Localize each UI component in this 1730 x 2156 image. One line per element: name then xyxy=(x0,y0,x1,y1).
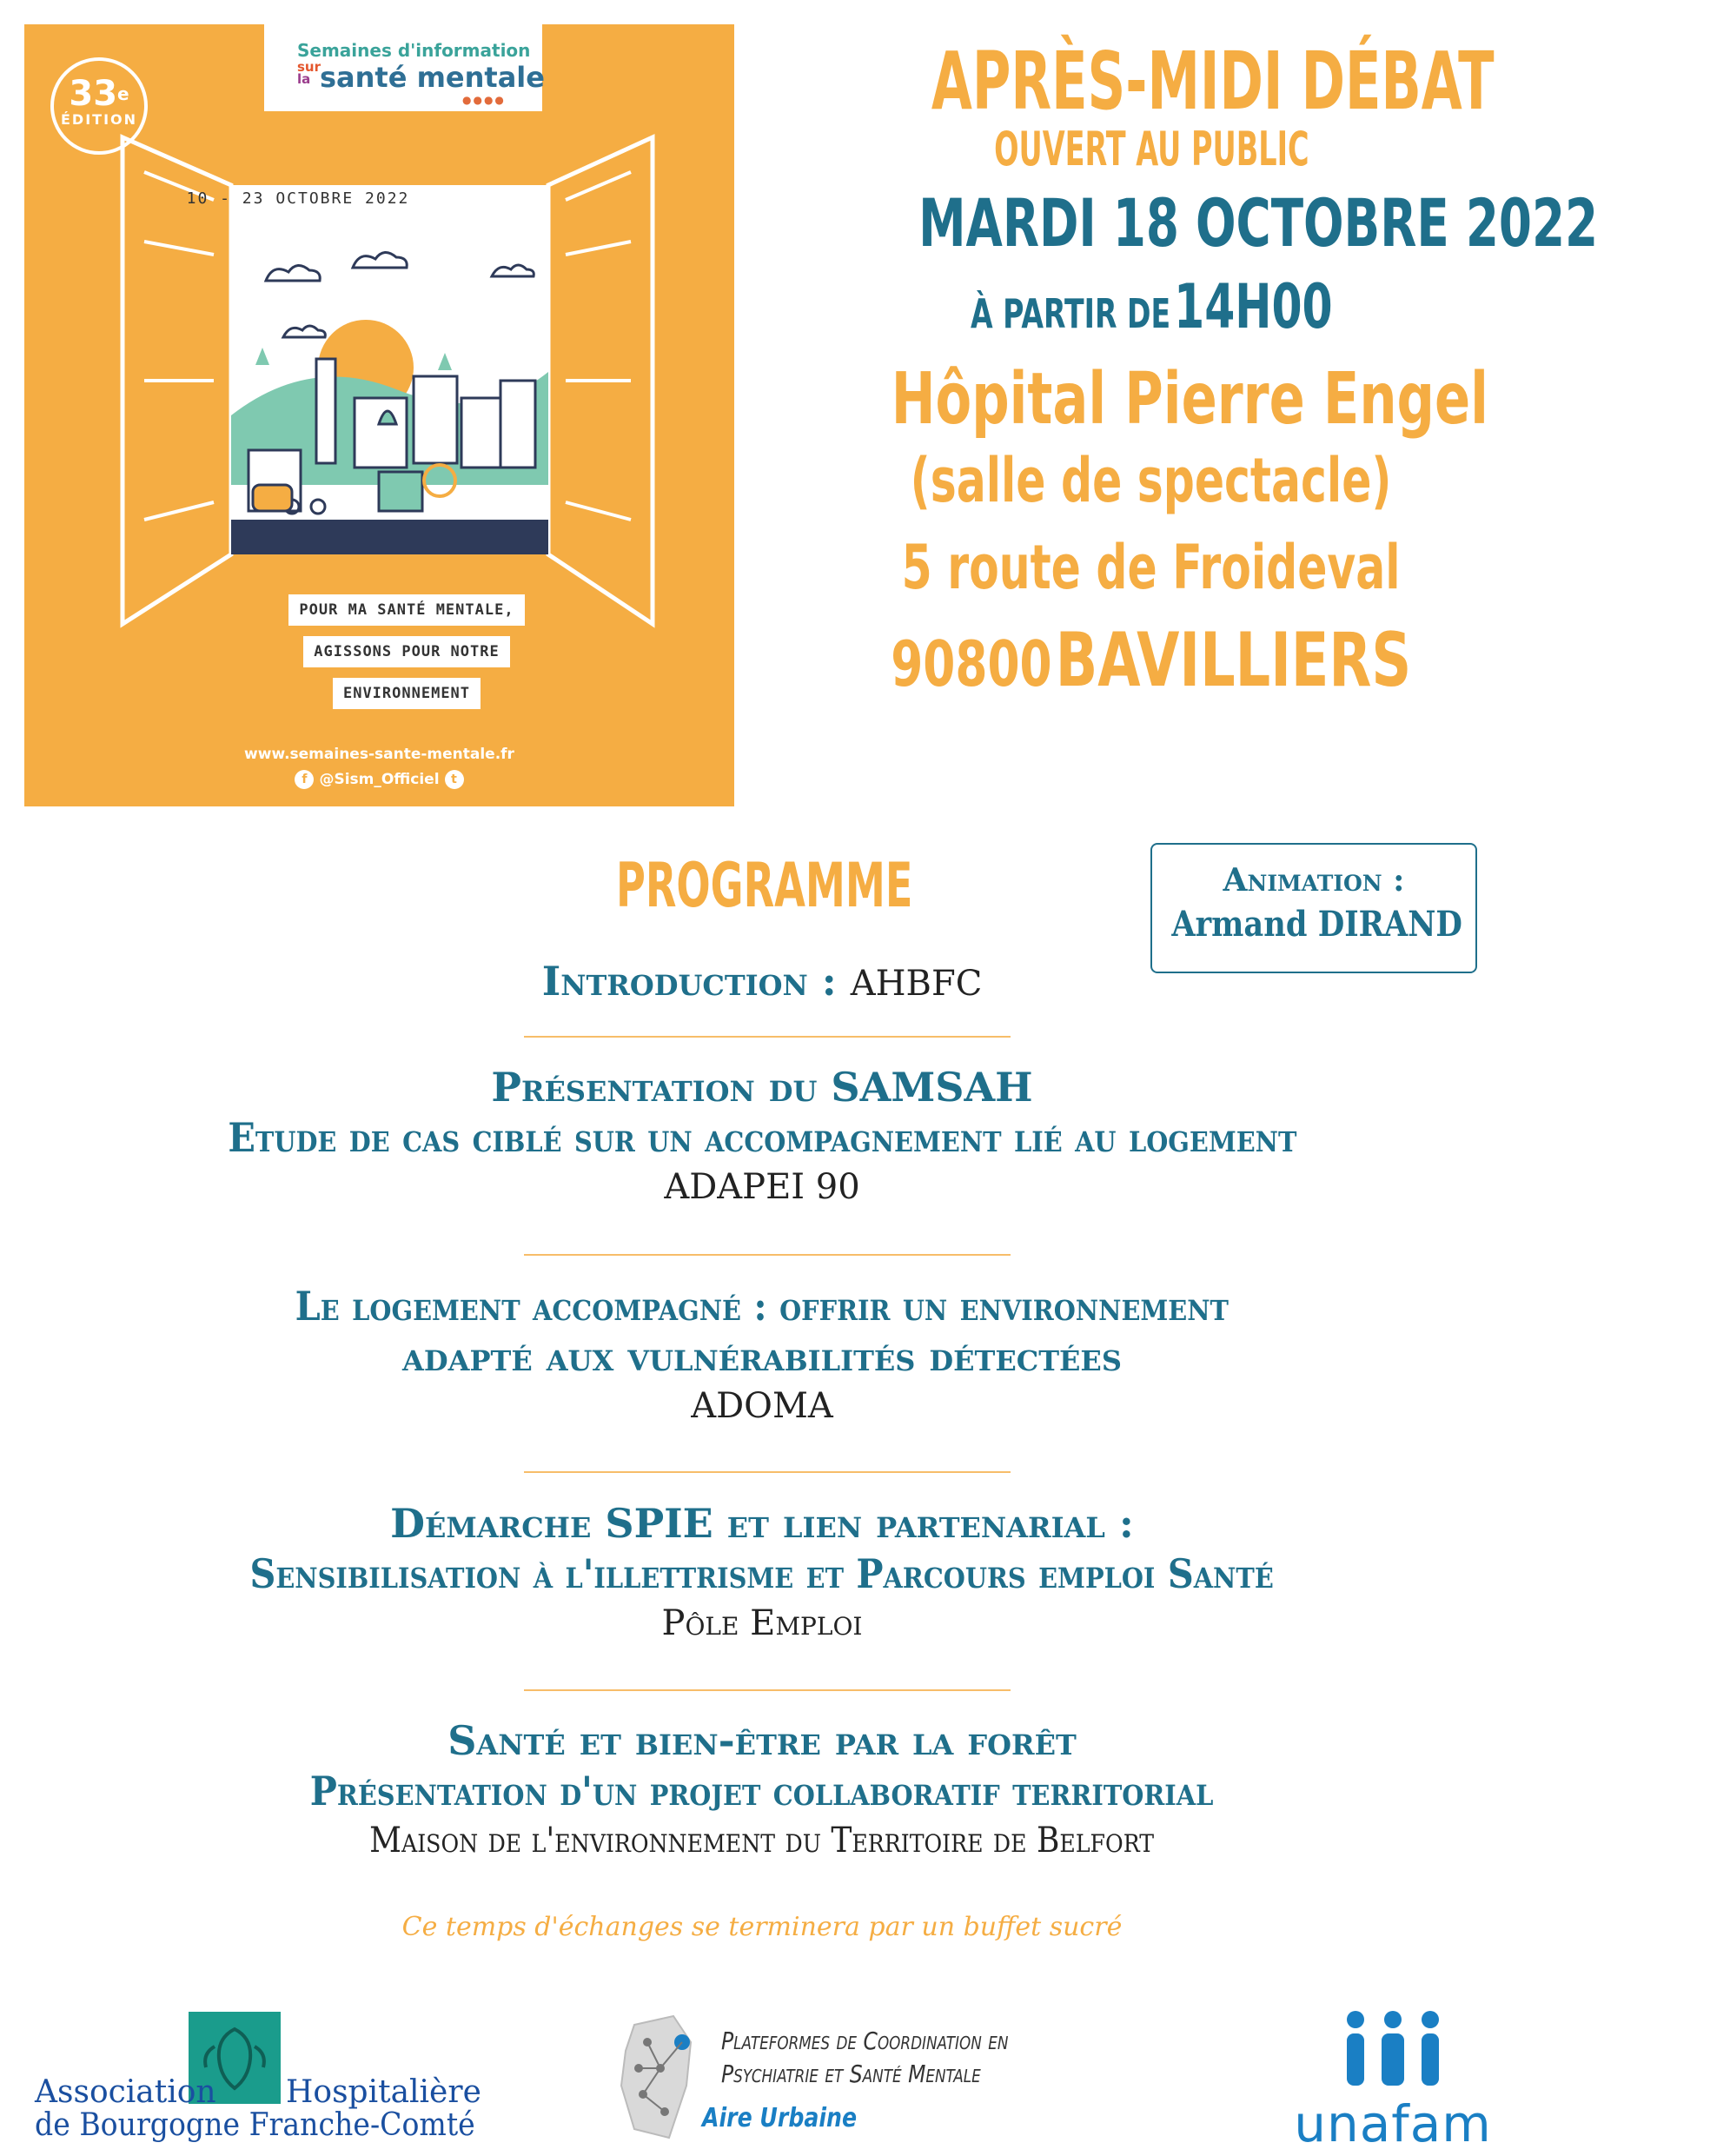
window-city-illustration xyxy=(118,137,657,624)
programme-item-title: Démarche SPIE et lien partenarial : xyxy=(390,1500,1134,1547)
event-room: (salle de spectacle) xyxy=(911,445,1392,516)
sism-poster xyxy=(24,24,734,806)
event-time: À PARTIR DE 14H00 xyxy=(970,271,1333,342)
region-map-icon xyxy=(608,2007,713,2146)
programme-item-title: Le logement accompagné : offrir un environnement xyxy=(295,1283,1230,1330)
programme-item-title: Présentation d'un projet collaboratif territorial xyxy=(310,1768,1214,1814)
edition-badge: 33e ÉDITION xyxy=(50,57,148,155)
programme-item xyxy=(0,956,1524,1008)
animation-label: Animation : xyxy=(1223,862,1405,899)
programme-item xyxy=(0,1062,1524,1211)
programme-item-speaker: Maison de l'environnement du Territoire de Belfort xyxy=(369,1821,1155,1861)
divider xyxy=(524,1254,1011,1256)
programme-item-title: Etude de cas ciblé sur un accompagnement lié au logement xyxy=(227,1114,1297,1161)
event-city: 90800 BAVILLIERS xyxy=(891,617,1412,704)
programme-item xyxy=(0,1498,1524,1648)
unafam-wordmark: unafam xyxy=(1294,2094,1492,2153)
programme-item-speaker: ADOMA xyxy=(691,1386,833,1426)
poster-social xyxy=(24,770,734,789)
programme-item-speaker: AHBFC xyxy=(850,964,983,1004)
logo-dots: ●●●● xyxy=(462,94,506,106)
slogan-line: ENVIRONNEMENT xyxy=(333,678,481,709)
event-venue: Hôpital Pierre Engel xyxy=(891,358,1488,441)
twitter-icon[interactable]: t xyxy=(445,770,464,789)
poster-dates: 10 - 23 OCTOBRE 2022 xyxy=(186,189,410,208)
programme-item xyxy=(0,1281,1524,1430)
programme-item-title: Présentation du SAMSAH xyxy=(491,1064,1033,1111)
social-handle: @Sism_Officiel xyxy=(319,771,440,788)
unafam-logo xyxy=(1284,2007,1501,2153)
programme-item-title: adapté aux vulnérabilités détectées xyxy=(402,1333,1122,1380)
pcpsm-logo: Plateformes de Coordination en Psychiatrie et Santé Mentale Aire Urbaine xyxy=(608,2007,1147,2146)
closing-note: Ce temps d'échanges se terminera par un buffet sucré xyxy=(401,1912,1123,1942)
event-title: APRÈS-MIDI DÉBAT xyxy=(931,35,1495,128)
facebook-icon[interactable]: f xyxy=(295,770,314,789)
divider xyxy=(524,1471,1011,1473)
animation-box xyxy=(1150,843,1477,973)
event-subtitle: OUVERT AU PUBLIC xyxy=(993,122,1309,176)
sism-logo: Semaines d'information sur la santé mentale ●●●● xyxy=(264,24,542,111)
event-address: 5 route de Froideval xyxy=(902,532,1401,603)
slogan-line: POUR MA SANTÉ MENTALE, xyxy=(288,594,524,626)
programme-item-title: Sensibilisation à l'illettrisme et Parcours emploi Santé xyxy=(249,1550,1275,1597)
programme-item-title: Santé et bien-être par la forêt xyxy=(447,1717,1077,1764)
programme-item-speaker: Pôle Emploi xyxy=(661,1603,863,1643)
event-header xyxy=(786,35,1599,704)
slogan-line: AGISSONS POUR NOTRE xyxy=(303,636,509,667)
programme-item xyxy=(0,1715,1524,1865)
event-date: MARDI 18 OCTOBRE 2022 xyxy=(918,184,1599,262)
programme-title: PROGRAMME xyxy=(616,850,913,921)
unafam-people-icon xyxy=(1336,2007,1449,2090)
programme-item-title: Introduction : xyxy=(541,958,837,1005)
animator-name: Armand DIRAND xyxy=(1171,904,1462,945)
ahbfc-logo: Association Hospitalière de Bourgogne Franche-Comté xyxy=(30,2012,438,2142)
programme-item-speaker: ADAPEI 90 xyxy=(664,1167,860,1207)
poster-slogan xyxy=(285,594,528,720)
divider xyxy=(524,1036,1011,1038)
poster-url[interactable]: www.semaines-sante-mentale.fr xyxy=(244,746,514,763)
divider xyxy=(524,1689,1011,1691)
